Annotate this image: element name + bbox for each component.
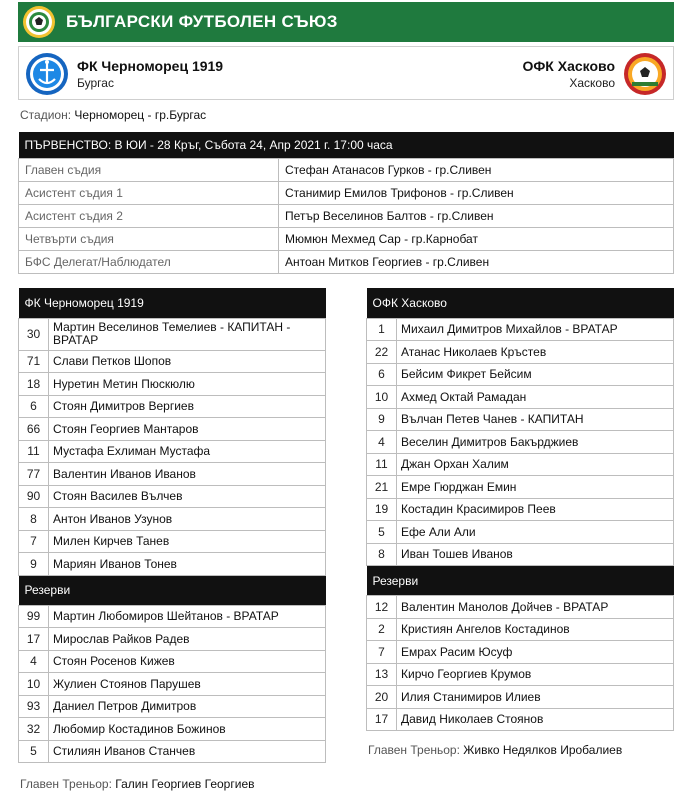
player-number: 5 — [19, 740, 49, 763]
table-row — [367, 386, 674, 409]
player-name: Любомир Костадинов Божинов — [49, 718, 326, 741]
table-row — [367, 618, 674, 641]
away-reserves-title: Резерви — [367, 566, 674, 596]
player-number: 77 — [19, 463, 49, 486]
player-name: Мариян Иванов Тонев — [49, 553, 326, 576]
player-number: 17 — [19, 628, 49, 651]
official-role: БФС Делегат/Наблюдател — [19, 250, 279, 273]
official-role: Асистент съдия 1 — [19, 181, 279, 204]
player-number: 2 — [367, 618, 397, 641]
table-row — [19, 227, 674, 250]
table-row — [367, 431, 674, 454]
table-row — [367, 341, 674, 364]
table-row — [19, 650, 326, 673]
away-coach — [368, 743, 622, 757]
player-name: Михаил Димитров Михайлов - ВРАТАР — [397, 318, 674, 341]
table-row — [19, 718, 326, 741]
player-name: Стоян Димитров Вергиев — [49, 395, 326, 418]
top-banner — [18, 2, 674, 42]
player-number: 18 — [19, 373, 49, 396]
player-name: Илия Станимиров Илиев — [397, 686, 674, 709]
player-name: Веселин Димитров Бакърджиев — [397, 431, 674, 454]
official-name: Станимир Емилов Трифонов - гр.Сливен — [279, 181, 674, 204]
player-name: Стоян Георгиев Мантаров — [49, 418, 326, 441]
player-number: 11 — [19, 440, 49, 463]
player-number: 4 — [19, 650, 49, 673]
official-role: Четвърти съдия — [19, 227, 279, 250]
player-number: 6 — [19, 395, 49, 418]
player-number: 17 — [367, 708, 397, 731]
player-number: 30 — [19, 318, 49, 350]
player-number: 10 — [19, 673, 49, 696]
player-number: 9 — [367, 408, 397, 431]
player-number: 10 — [367, 386, 397, 409]
player-name: Стоян Росенов Кижев — [49, 650, 326, 673]
table-row — [367, 498, 674, 521]
player-number: 5 — [367, 521, 397, 544]
player-name: Милен Кирчев Танев — [49, 530, 326, 553]
haskovo-crest-icon — [623, 52, 667, 96]
player-number: 6 — [367, 363, 397, 386]
official-role: Главен съдия — [19, 158, 279, 181]
player-number: 8 — [19, 508, 49, 531]
table-row — [19, 673, 326, 696]
table-row — [19, 440, 326, 463]
player-number: 20 — [367, 686, 397, 709]
table-row — [367, 641, 674, 664]
table-row — [19, 373, 326, 396]
table-row — [19, 463, 326, 486]
table-row — [367, 318, 674, 341]
table-row — [19, 250, 674, 273]
table-row — [19, 740, 326, 763]
table-row — [367, 363, 674, 386]
player-name: Бейсим Фикрет Бейсим — [397, 363, 674, 386]
away-team[interactable] — [522, 52, 667, 96]
player-number: 21 — [367, 476, 397, 499]
table-row — [19, 350, 326, 373]
player-name: Костадин Красимиров Пеев — [397, 498, 674, 521]
table-row — [19, 605, 326, 628]
home-lineup-title: ФК Черноморец 1919 — [19, 288, 326, 318]
table-row — [367, 453, 674, 476]
table-row — [367, 521, 674, 544]
match-info-header: ПЪРВЕНСТВО: В ЮИ - 28 Кръг, Събота 24, Апр 2021 г. 17:00 часа — [19, 132, 674, 158]
player-name: Ефе Али Али — [397, 521, 674, 544]
player-name: Валентин Манолов Дойчев - ВРАТАР — [397, 596, 674, 619]
player-name: Слави Петков Шопов — [49, 350, 326, 373]
player-name: Мирослав Райков Радев — [49, 628, 326, 651]
table-row — [367, 596, 674, 619]
table-row — [367, 476, 674, 499]
official-name: Мюмюн Мехмед Сар - гр.Карнобат — [279, 227, 674, 250]
player-name: Стилиян Иванов Станчев — [49, 740, 326, 763]
bfs-logo-icon — [22, 5, 56, 39]
table-row — [19, 485, 326, 508]
player-number: 19 — [367, 498, 397, 521]
player-name: Емрах Расим Юсуф — [397, 641, 674, 664]
player-number: 66 — [19, 418, 49, 441]
player-number: 11 — [367, 453, 397, 476]
table-row — [19, 553, 326, 576]
player-number: 71 — [19, 350, 49, 373]
player-name: Антон Иванов Узунов — [49, 508, 326, 531]
coach-label: Главен Треньор: — [368, 743, 460, 757]
stadium-label: Стадион: — [20, 108, 72, 122]
coach-name: Живко Недялков Иробалиев — [463, 743, 623, 757]
player-number: 7 — [367, 641, 397, 664]
home-lineup-table — [18, 288, 326, 763]
player-name: Иван Тошев Иванов — [397, 543, 674, 566]
table-row — [19, 204, 674, 227]
player-number: 99 — [19, 605, 49, 628]
table-row — [19, 530, 326, 553]
coach-label: Главен Треньор: — [20, 777, 112, 791]
table-row — [19, 695, 326, 718]
table-row — [19, 181, 674, 204]
home-team-name: ФК Черноморец 1919 — [77, 58, 224, 74]
player-number: 12 — [367, 596, 397, 619]
table-row — [19, 508, 326, 531]
player-name: Емре Гюрджан Емин — [397, 476, 674, 499]
player-number: 7 — [19, 530, 49, 553]
player-name: Джан Орхан Халим — [397, 453, 674, 476]
table-row — [367, 708, 674, 731]
player-name: Атанас Николаев Кръстев — [397, 341, 674, 364]
home-reserves-title: Резерви — [19, 575, 326, 605]
player-number: 8 — [367, 543, 397, 566]
player-name: Мартин Веселинов Темелиев - КАПИТАН - ВРАТАР — [49, 318, 326, 350]
table-row — [19, 395, 326, 418]
table-row — [367, 663, 674, 686]
player-name: Мустафа Ехлиман Мустафа — [49, 440, 326, 463]
player-name: Мартин Любомиров Шейтанов - ВРАТАР — [49, 605, 326, 628]
home-coach — [20, 777, 255, 791]
official-name: Петър Веселинов Балтов - гр.Сливен — [279, 204, 674, 227]
federation-title: БЪЛГАРСКИ ФУТБОЛЕН СЪЮЗ — [66, 12, 338, 31]
coach-name: Галин Георгиев Георгиев — [115, 777, 255, 791]
away-team-city: Хасково — [569, 76, 615, 90]
official-name: Антоан Митков Георгиев - гр.Сливен — [279, 250, 674, 273]
player-name: Нуретин Метин Пюскюлю — [49, 373, 326, 396]
home-team[interactable] — [25, 52, 223, 96]
player-name: Давид Николаев Стоянов — [397, 708, 674, 731]
player-name: Жулиен Стоянов Парушев — [49, 673, 326, 696]
chernomorets-crest-icon — [25, 52, 69, 96]
player-name: Даниел Петров Димитров — [49, 695, 326, 718]
player-number: 93 — [19, 695, 49, 718]
player-number: 1 — [367, 318, 397, 341]
table-row — [19, 628, 326, 651]
player-number: 4 — [367, 431, 397, 454]
teams-panel — [18, 46, 674, 100]
player-name: Валентин Иванов Иванов — [49, 463, 326, 486]
match-officials-table — [18, 132, 674, 274]
table-row — [367, 686, 674, 709]
official-name: Стефан Атанасов Гурков - гр.Сливен — [279, 158, 674, 181]
table-row — [19, 418, 326, 441]
stadium-value: Черноморец - гр.Бургас — [74, 108, 207, 122]
away-lineup-table — [366, 288, 674, 731]
table-row — [19, 158, 674, 181]
player-number: 9 — [19, 553, 49, 576]
player-number: 32 — [19, 718, 49, 741]
away-lineup-title: ОФК Хасково — [367, 288, 674, 318]
player-number: 13 — [367, 663, 397, 686]
player-name: Ахмед Октай Рамадан — [397, 386, 674, 409]
stadium-line — [20, 108, 206, 122]
away-team-name: ОФК Хасково — [522, 58, 615, 74]
official-role: Асистент съдия 2 — [19, 204, 279, 227]
table-row — [19, 318, 326, 350]
player-name: Кирчо Георгиев Крумов — [397, 663, 674, 686]
player-name: Вълчан Петев Чанев - КАПИТАН — [397, 408, 674, 431]
player-name: Стоян Василев Вълчев — [49, 485, 326, 508]
player-name: Кристиян Ангелов Костадинов — [397, 618, 674, 641]
player-number: 90 — [19, 485, 49, 508]
home-team-city: Бургас — [77, 76, 114, 90]
player-number: 22 — [367, 341, 397, 364]
table-row — [367, 543, 674, 566]
table-row — [367, 408, 674, 431]
